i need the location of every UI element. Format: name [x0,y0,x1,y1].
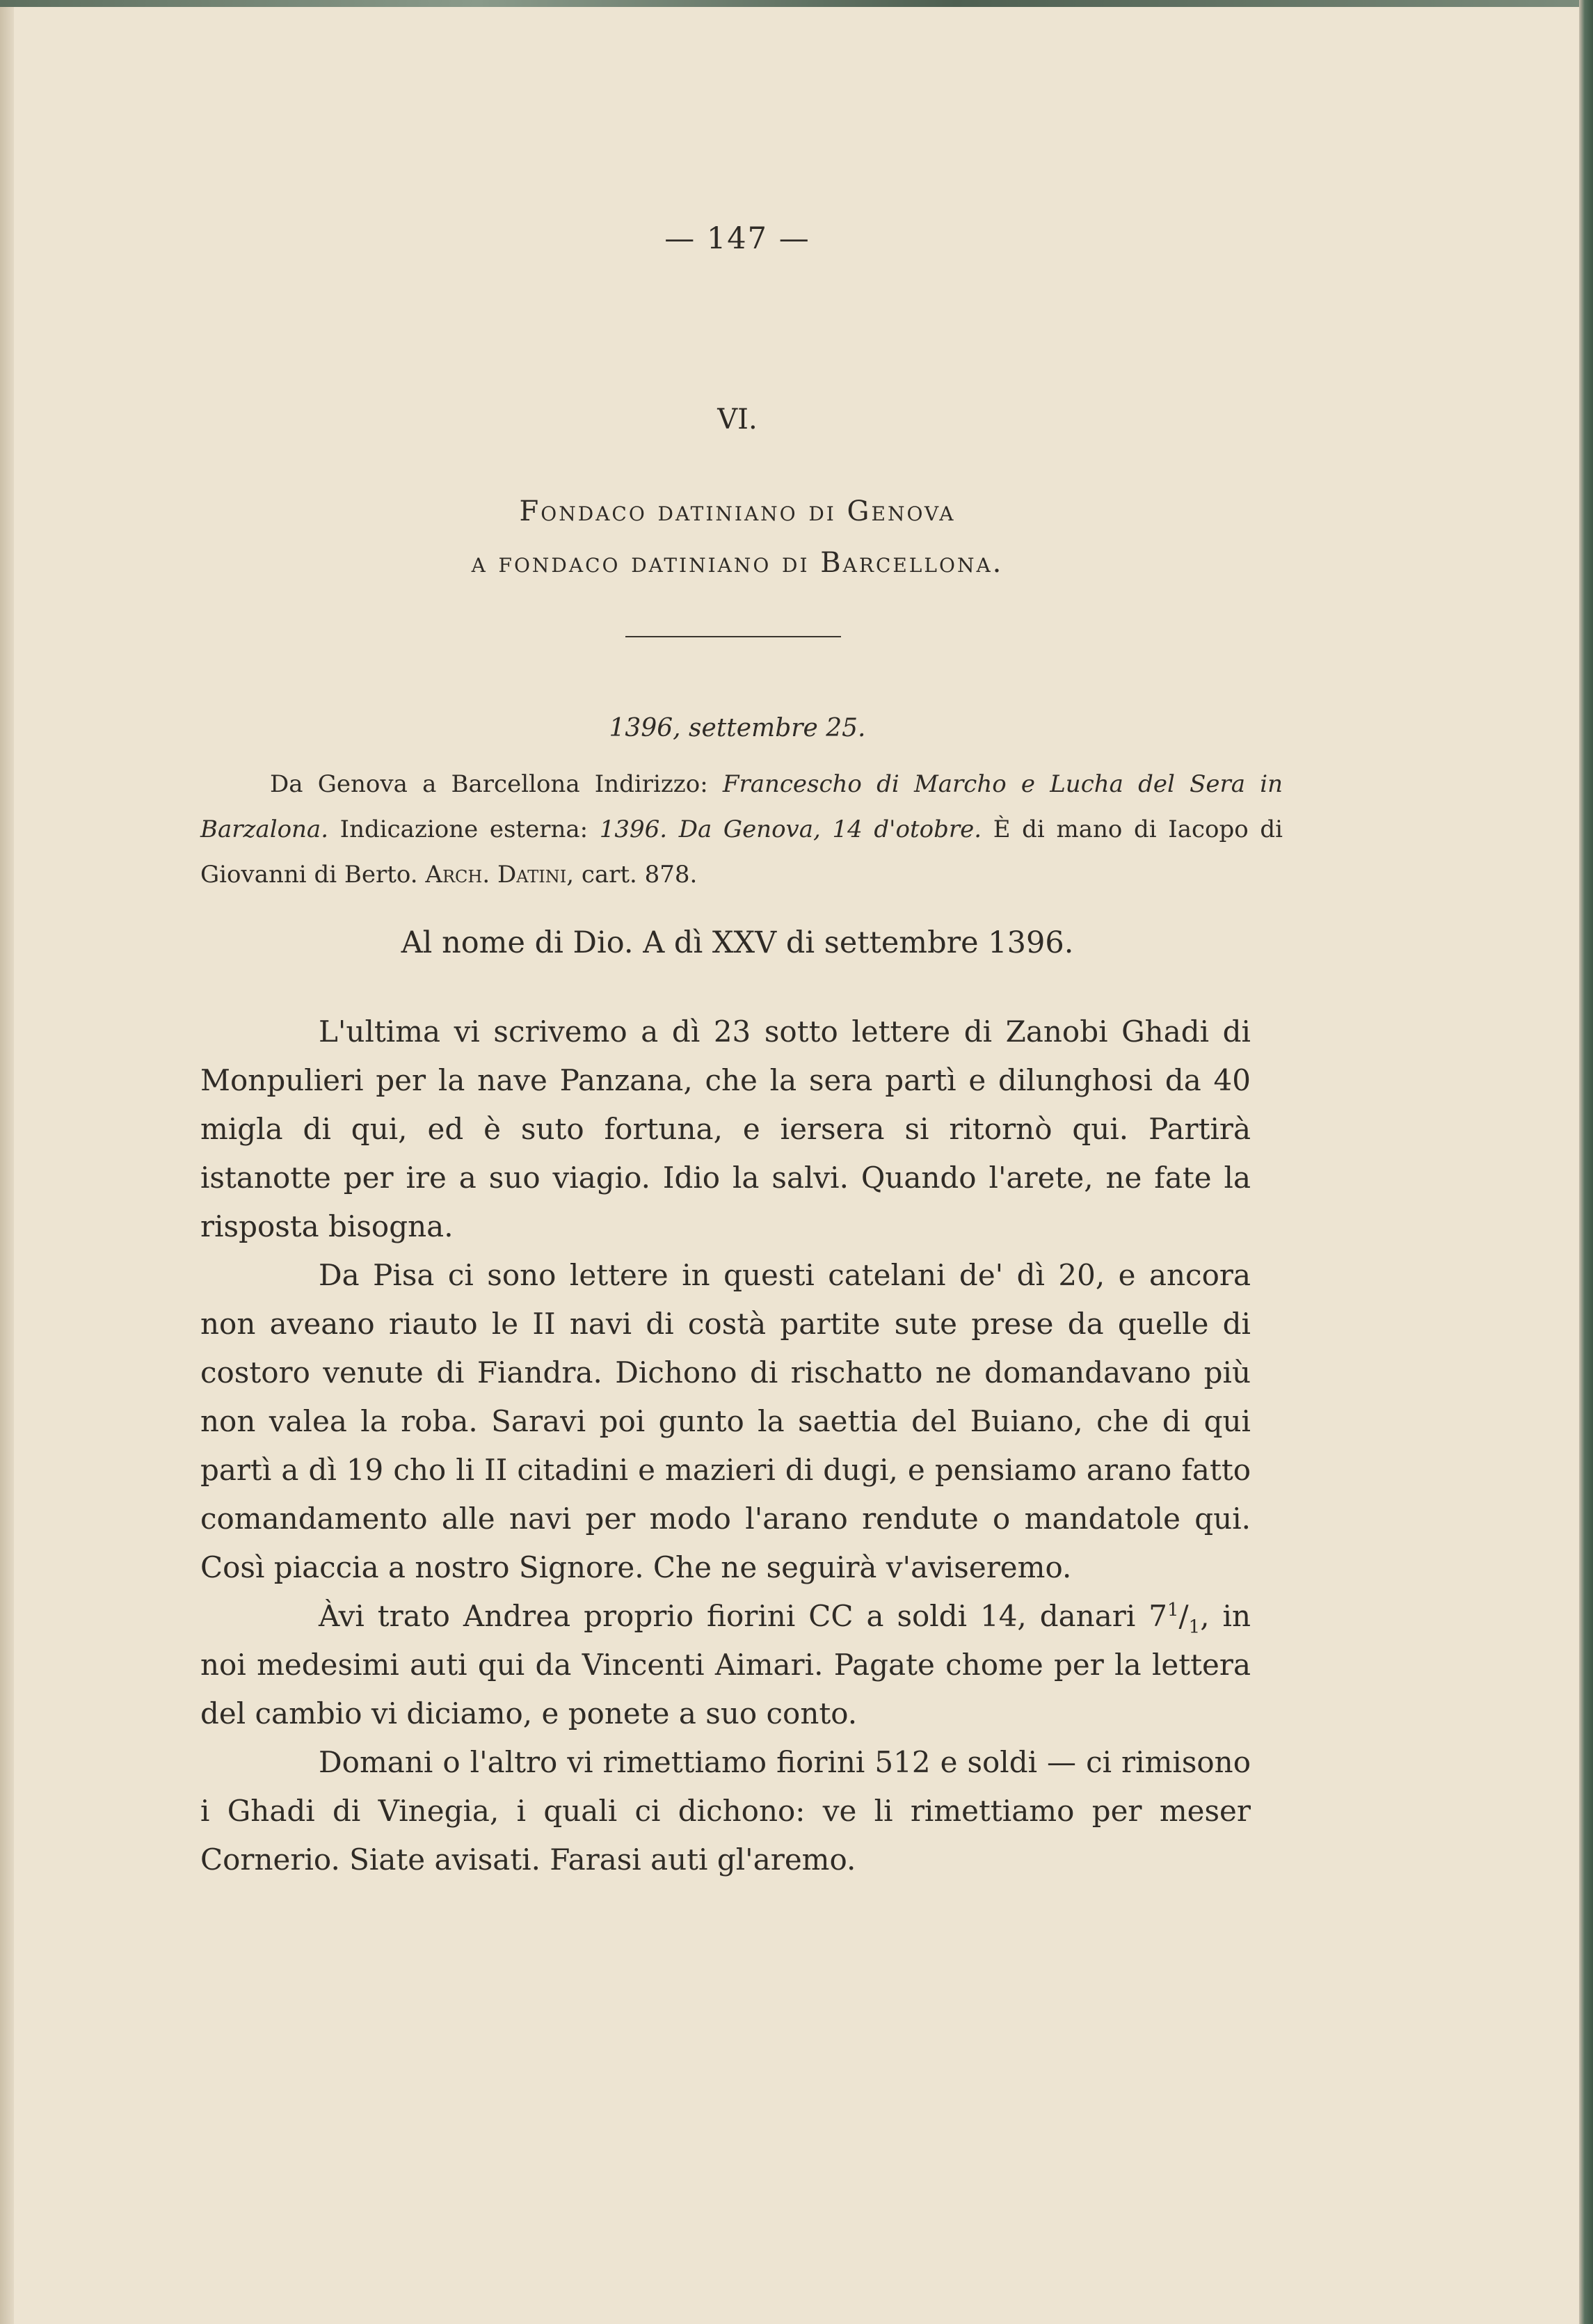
fraction-slash: / [1178,1599,1189,1633]
note-text-4: , cart. 878. [566,861,698,889]
fraction-denominator: 1 [1188,1616,1201,1638]
fraction-numerator: 1 [1167,1600,1179,1621]
page-number: — 147 — [664,221,810,256]
paragraph-3-start: Àvi trato Andrea proprio fiorini CC a soldi 14, danari 7 [319,1599,1167,1633]
note-archive: Arch. Datini [425,861,567,889]
archival-note [200,762,1283,898]
heading-line-1: Fondaco datiniano di Genova [519,495,956,527]
book-binding-right [1579,0,1593,2324]
note-text-3: È di mano di Iacopo di Giovanni di Berto. [200,815,1283,889]
letter-body [200,1008,1251,1884]
body-paragraph-2: Da Pisa ci sono lettere in questi catelani de' dì 20, e ancora non aveano riauto le II navi di costà partite sute prese da quelle di costoro venute di Fiandra. Dichono di rischatto ne domandavano più non valea la roba. Saravi poi gunto la saettia del Buiano, che di qui partì a dì 19 cho li II citadini e mazieri di dugi, e pensiamo arano fatto comandamento alle navi per modo l'arano rendute o mandatole qui. Così piaccia a nostro Signore. Che ne seguirà v'aviseremo. [200,1258,1251,1584]
page-left-edge [0,0,14,2324]
letter-salutation: Al nome di Dio. A dì XXV di settembre 1396. [401,925,1074,960]
body-paragraph-4: Domani o l'altro vi rimettiamo fiorini 512 e soldi — ci rimisono i Ghadi di Vinegia, i quali ci dichono: ve li rimettiamo per meser Cornerio. Siate avisati. Farasi auti gl'aremo. [200,1745,1251,1877]
body-paragraph-1: L'ultima vi scrivemo a dì 23 sotto lettere di Zanobi Ghadi di Monpulieri per la nave Panzana, che la sera partì e dilunghosi da 40 migla di qui, ed è suto fortuna, e iersera si ritornò qui. Partirà istanotte per ire a suo viagio. Idio la salvi. Quando l'arete, ne fate la risposta bisogna. [200,1014,1251,1243]
note-address: Francescho di Marcho e Lucha del Sera in Barzalona. [200,770,1283,843]
paragraph-3-end: , in noi medesimi auti qui da Vincenti Aimari. Pagate chome per la lettera del cambio vi diciamo, e ponete a suo conto. [200,1599,1251,1730]
heading-divider [625,636,841,637]
book-binding-top [0,0,1593,7]
heading-line-2: a fondaco datiniano di Barcellona. [471,547,1004,579]
note-external: 1396. Da Genova, 14 d'otobre. [599,815,982,843]
note-text-2: Indicazione esterna: [328,815,600,843]
note-text-1: Da Genova a Barcellona Indirizzo: [270,770,723,798]
letter-date: 1396, settembre 25. [609,714,866,742]
section-number: VI. [717,404,758,436]
body-paragraph-3 [200,1592,1251,1738]
